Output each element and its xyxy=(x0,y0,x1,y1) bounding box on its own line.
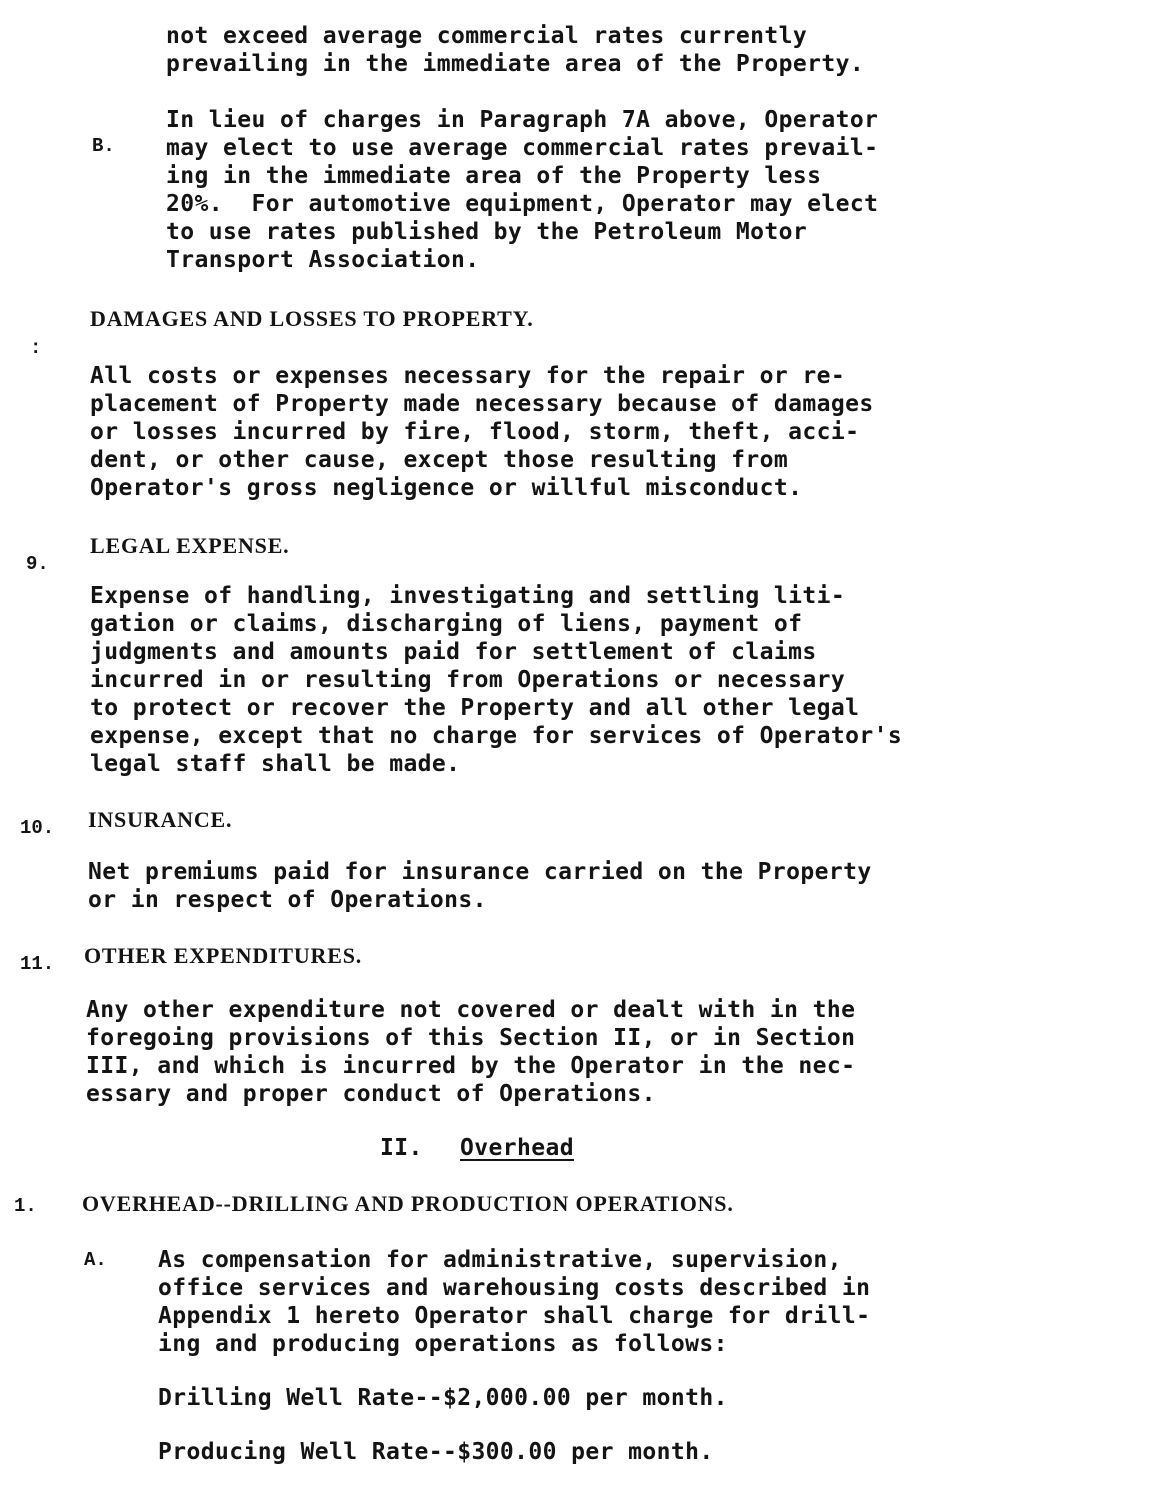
section-number: 1. xyxy=(14,1195,37,1217)
text-line: may elect to use average commercial rates prevail- xyxy=(166,135,879,161)
text-line: All costs or expenses necessary for the repair or re- xyxy=(90,363,846,389)
text-line: Appendix 1 hereto Operator shall charge for drill- xyxy=(158,1303,871,1329)
text-line: essary and proper conduct of Operations. xyxy=(86,1081,656,1107)
text-line: judgments and amounts paid for settlement of claims xyxy=(90,639,817,665)
section-numeral: II. xyxy=(380,1135,423,1161)
section-number: 11. xyxy=(20,953,55,975)
text-line: ing in the immediate area of the Property less xyxy=(166,163,822,189)
text-line: Net premiums paid for insurance carried on the Property xyxy=(88,859,872,885)
text-line: Transport Association. xyxy=(166,247,480,273)
text-line: expense, except that no charge for services of Operator's xyxy=(90,723,903,749)
text-line: 20%. For automotive equipment, Operator may elect xyxy=(166,191,879,217)
text-line: dent, or other cause, except those resulting from xyxy=(90,447,789,473)
text-line: Any other expenditure not covered or dealt with in the xyxy=(86,997,856,1023)
drilling-well-rate: Drilling Well Rate--$2,000.00 per month. xyxy=(158,1385,728,1411)
text-line: to protect or recover the Property and all other legal xyxy=(90,695,860,721)
section-heading: OTHER EXPENDITURES. xyxy=(84,943,363,968)
text-line: not exceed average commercial rates currently xyxy=(166,23,808,49)
text-line: ing and producing operations as follows: xyxy=(158,1331,728,1357)
text-line: III, and which is incurred by the Operator in the nec- xyxy=(86,1053,856,1079)
section-heading: OVERHEAD--DRILLING AND PRODUCTION OPERATIONS. xyxy=(82,1191,734,1216)
section-number: : xyxy=(30,337,42,359)
text-line: Expense of handling, investigating and settling liti- xyxy=(90,583,846,609)
paragraph-marker: A. xyxy=(84,1249,107,1271)
text-line: In lieu of charges in Paragraph 7A above, Operator xyxy=(166,107,879,133)
text-line: As compensation for administrative, supervision, xyxy=(158,1247,842,1273)
text-line: placement of Property made necessary because of damages xyxy=(90,391,874,417)
section-heading: DAMAGES AND LOSSES TO PROPERTY. xyxy=(90,306,534,331)
section-heading: INSURANCE. xyxy=(88,807,233,832)
producing-well-rate: Producing Well Rate--$300.00 per month. xyxy=(158,1439,714,1465)
text-line: Operator's gross negligence or willful misconduct. xyxy=(90,475,803,501)
text-line: office services and warehousing costs described in xyxy=(158,1275,871,1301)
text-line: prevailing in the immediate area of the Property. xyxy=(166,51,865,77)
section-heading: LEGAL EXPENSE. xyxy=(90,533,290,558)
text-line: legal staff shall be made. xyxy=(90,751,461,777)
text-line: gation or claims, discharging of liens, payment of xyxy=(90,611,803,637)
text-line: or in respect of Operations. xyxy=(88,887,487,913)
paragraph-marker: B. xyxy=(92,135,115,157)
section-title-text: Overhead xyxy=(460,1135,574,1161)
text-line: incurred in or resulting from Operations or necessary xyxy=(90,667,846,693)
text-line: to use rates published by the Petroleum Motor xyxy=(166,219,808,245)
text-line: foregoing provisions of this Section II, or in Section xyxy=(86,1025,856,1051)
text-line: or losses incurred by fire, flood, storm, theft, acci- xyxy=(90,419,860,445)
section-number: 10. xyxy=(20,817,55,839)
section-number: 9. xyxy=(26,553,49,575)
